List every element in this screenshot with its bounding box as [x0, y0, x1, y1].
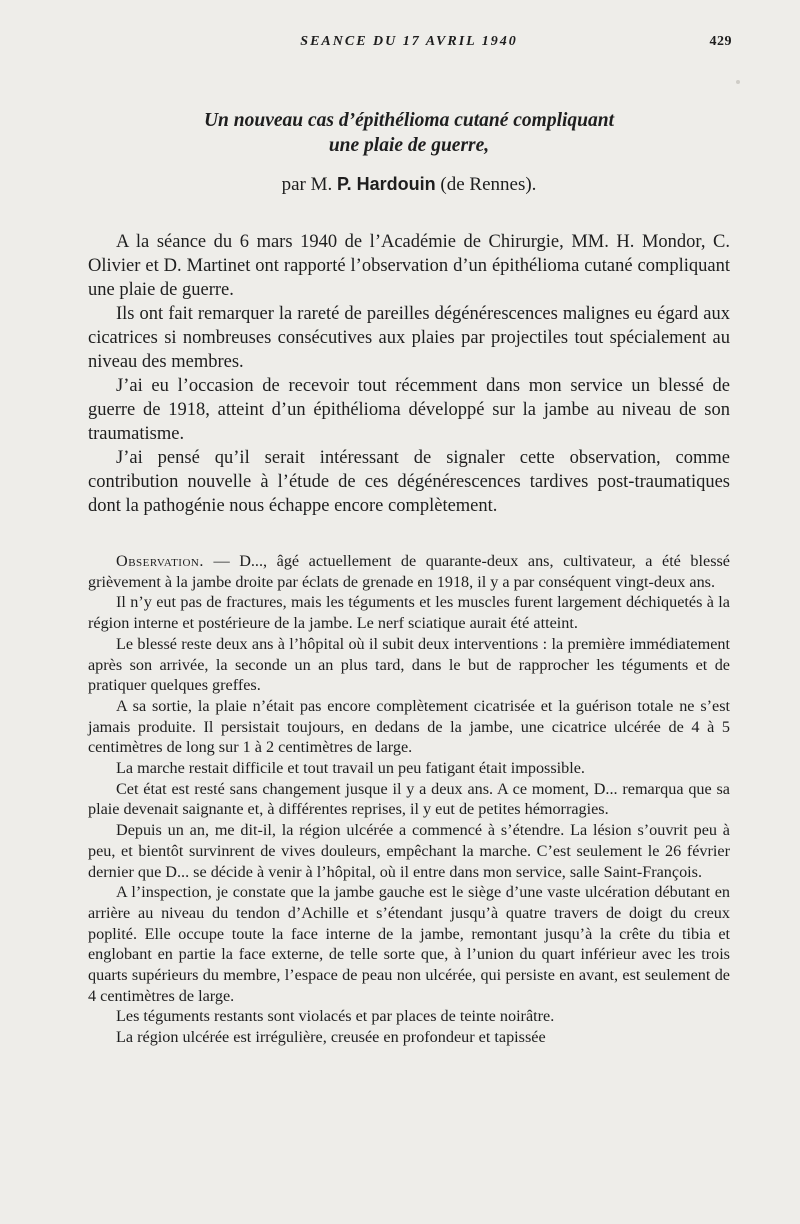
observation-paragraph: La marche restait difficile et tout travail un peu fatigant était impossible.: [116, 759, 585, 778]
running-head: SEANCE DU 17 AVRIL 1940: [300, 34, 518, 49]
page-header: [88, 34, 730, 56]
byline-author: P. Hardouin: [336, 174, 436, 194]
observation-label: Observation.: [116, 552, 204, 570]
paper-speck: [736, 80, 740, 84]
observation-paragraph: Cet état est resté sans changement jusque il y a deux ans. A ce moment, D... remarqua que sa plaie devenait saignante et, à différentes reprises, il y eut de petites hémorragies.: [88, 779, 730, 819]
observation-paragraph: Les téguments restants sont violacés et par places de teinte noirâtre.: [116, 1007, 555, 1026]
byline: [88, 174, 730, 196]
observation-section: [88, 551, 730, 1048]
observation-paragraph: Il n’y eut pas de fractures, mais les téguments et les muscles furent largement déchiquetés à la région interne et postérieure de la jambe. Le nerf sciatique aurait été atteint.: [88, 593, 730, 633]
intro-paragraph: J’ai pensé qu’il serait intéressant de signaler cette observation, comme contribution nouvelle à l’étude de ces dégénérescences tardives post-traumatiques dont la pathogénie nous échappe encore complètement.: [88, 448, 730, 516]
introduction: [88, 230, 730, 518]
article-title-line-2: une plaie de guerre,: [328, 135, 490, 156]
observation-paragraph: Depuis un an, me dit-il, la région ulcérée a commencé à s’étendre. La lésion s’ouvrit peu à peu, et bientôt survinrent de vives douleurs, empêchant la marche. C’est seulement le 26 février dernier que D... se décide à venir à l’hôpital, où il entre dans mon service, salle Saint-François.: [88, 821, 730, 881]
byline-suffix: (de Rennes).: [440, 174, 537, 195]
observation-paragraph: Le blessé reste deux ans à l’hôpital où il subit deux interventions : la première immédiatement après son arrivée, la seconde un an plus tard, dans le but de rapprocher les téguments et de pratiquer quelques greffes.: [88, 634, 730, 695]
observation-paragraph: [88, 551, 730, 592]
document-page: [88, 0, 730, 1224]
byline-prefix: par M.: [281, 174, 333, 195]
observation-paragraph: A sa sortie, la plaie n’était pas encore complètement cicatrisée et la guérison totale ne s’est jamais produite. Il persistait toujours, en dedans de la jambe, une cicatrice ulcérée de 4 à 5 centimètres de long sur 1 à 2 centimètres de large.: [88, 696, 730, 757]
intro-paragraph: Ils ont fait remarquer la rareté de pareilles dégénérescences malignes eu égard aux cicatrices si nombreuses consécutives aux plaies par projectiles tout spécialement au niveau des membres.: [88, 304, 730, 372]
observation-text: — D..., âgé actuellement de quarante-deux ans, cultivateur, a été blessé grièvement à la jambe droite par éclats de grenade en 1918, il y a par conséquent vingt-deux ans.: [88, 552, 730, 591]
observation-paragraph: A l’inspection, je constate que la jambe gauche est le siège d’une vaste ulcération débutant en arrière au niveau du tendon d’Achille et s’étendant jusqu’à quatre travers de doigt du creux poplité. Elle occupe toute la face interne de la jambe, remontant jusqu’à la crête du tibia et englobant en partie la face externe, de telle sorte que, à l’union du quart inférieur avec les trois quarts supérieurs du membre, l’espace de peau non ulcérée, qui persiste en avant, est seulement de 4 centimètres de large.: [88, 883, 730, 1005]
intro-paragraph: J’ai eu l’occasion de recevoir tout récemment dans mon service un blessé de guerre de 1918, atteint d’un épithélioma développé sur la jambe au niveau de son traumatisme.: [88, 376, 730, 444]
observation-paragraph: La région ulcérée est irrégulière, creusée en profondeur et tapissée: [116, 1028, 546, 1047]
intro-paragraph: A la séance du 6 mars 1940 de l’Académie de Chirurgie, MM. H. Mondor, C. Olivier et D. Martinet ont rapporté l’observation d’un épithélioma cutané compliquant une plaie de guerre.: [88, 232, 730, 300]
article-title-line-1: Un nouveau cas d’épithélioma cutané compliquant: [203, 110, 615, 131]
article-title: [88, 108, 730, 158]
page-number: 429: [709, 34, 732, 49]
